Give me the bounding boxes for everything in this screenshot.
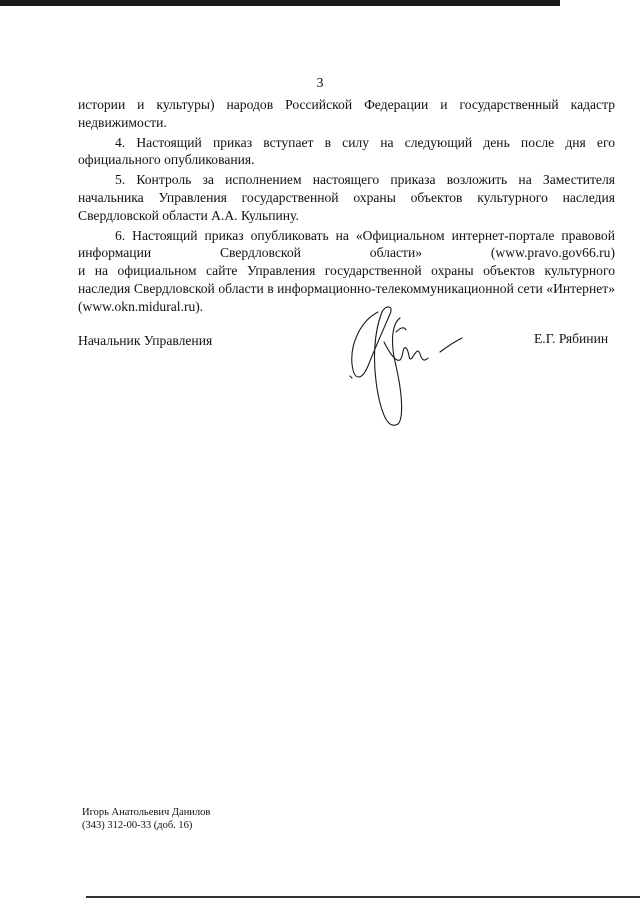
- paragraph-6-part-2: и на официальном сайте Управления государственной охраны объектов культурного наследия Свердловской области в информационно-телекоммуникационной сети «Интернет» (www.okn.midural.ru).: [78, 263, 615, 314]
- contact-phone: (343) 312-00-33 (доб. 16): [82, 820, 193, 831]
- handwritten-signature: [340, 302, 470, 434]
- paragraph-4: 4. Настоящий приказ вступает в силу на следующий день после дня его официального опубликования.: [78, 134, 615, 168]
- paragraph-5: 5. Контроль за исполнением настоящего приказа возложить на Заместителя начальника Управления государственной охраны объектов культурного наследия Свердловской области А.А. Кульпину.: [78, 172, 615, 223]
- document-body: [78, 96, 615, 318]
- contact-block: [82, 806, 210, 832]
- signer-position: Начальник Управления: [78, 333, 213, 348]
- scan-edge-bottom: [86, 896, 640, 898]
- paragraph-continuation: истории и культуры) народов Российской Федерации и государственный кадастр недвижимости.: [78, 97, 615, 130]
- signer-name: Е.Г. Рябинин: [534, 331, 609, 346]
- paragraph-6-part-1: 6. Настоящий приказ опубликовать на «Официальном интернет-портале правовой информации Свердловской области» (www.pravo.gov66.ru): [78, 227, 615, 261]
- contact-person: Игорь Анатольевич Данилов: [82, 807, 211, 818]
- scan-edge-top: [0, 0, 560, 6]
- page-number: 3: [316, 76, 324, 91]
